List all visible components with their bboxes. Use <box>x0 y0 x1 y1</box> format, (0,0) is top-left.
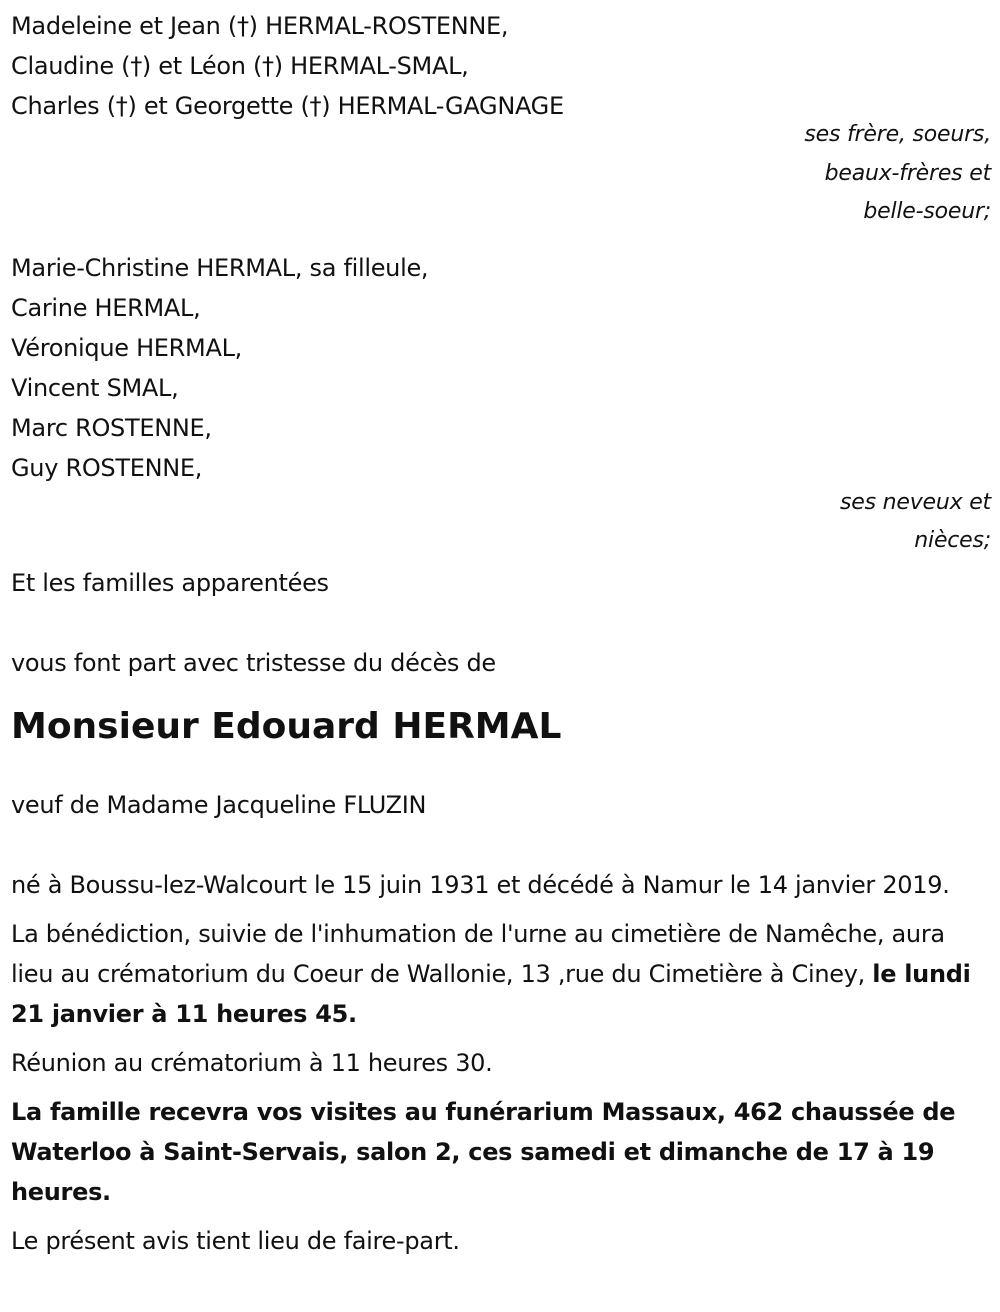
nephew-line: Véronique HERMAL, <box>11 333 242 362</box>
obituary-notice <box>11 6 991 1270</box>
sibling-line: Charles (†) et Georgette (†) HERMAL-GAGNAGE <box>11 92 564 120</box>
nephew-line: Vincent SMAL, <box>11 373 179 402</box>
nephews-relation <box>11 484 991 561</box>
relation-line: nièces; <box>914 528 991 553</box>
nephew-line: Guy ROSTENNE, <box>11 453 203 482</box>
notice-text: Le présent avis tient lieu de faire-part. <box>11 1226 460 1255</box>
ceremony-datetime: le lundi 21 janvier à 11 heures 45. <box>11 959 971 1028</box>
relation-line: belle-soeur; <box>863 199 991 224</box>
relation-line: ses neveux et <box>839 489 991 515</box>
sibling-line: Claudine (†) et Léon (†) HERMAL-SMAL, <box>11 52 469 80</box>
announcement-text: vous font part avec tristesse du décès de <box>11 648 496 677</box>
nephew-line: Marie-Christine HERMAL, sa filleule, <box>11 253 429 282</box>
widower-of: veuf de Madame Jacqueline FLUZIN <box>11 790 427 819</box>
siblings-list <box>11 6 991 126</box>
related-families: Et les familles apparentées <box>11 568 329 597</box>
relation-line: beaux-frères et <box>824 160 991 186</box>
ceremony-text: La bénédiction, suivie de l'inhumation de l'urne au cimetière de Namêche, aura lieu au crématorium du Coeur de Wallonie, 13 ,rue du Cimetière à Ciney, <box>11 919 945 988</box>
nephew-line: Marc ROSTENNE, <box>11 413 212 442</box>
birth-death: né à Boussu-lez-Walcourt le 15 juin 1931 et décédé à Namur le 14 janvier 2019. <box>11 870 950 899</box>
nephews-list <box>11 248 991 488</box>
ceremony-info <box>11 914 991 1034</box>
deceased-name: Monsieur Edouard HERMAL <box>11 705 562 747</box>
sibling-line: Madeleine et Jean (†) HERMAL-ROSTENNE, <box>11 12 509 40</box>
siblings-relation <box>11 116 991 232</box>
visits-info: La famille recevra vos visites au funérarium Massaux, 462 chaussée de Waterloo à Saint-Servais, salon 2, ces samedi et dimanche de 17 à 19 heures. <box>11 1097 956 1206</box>
nephew-line: Carine HERMAL, <box>11 293 201 322</box>
relation-line: ses frère, soeurs, <box>804 122 991 147</box>
meeting-info: Réunion au crématorium à 11 heures 30. <box>11 1048 493 1077</box>
